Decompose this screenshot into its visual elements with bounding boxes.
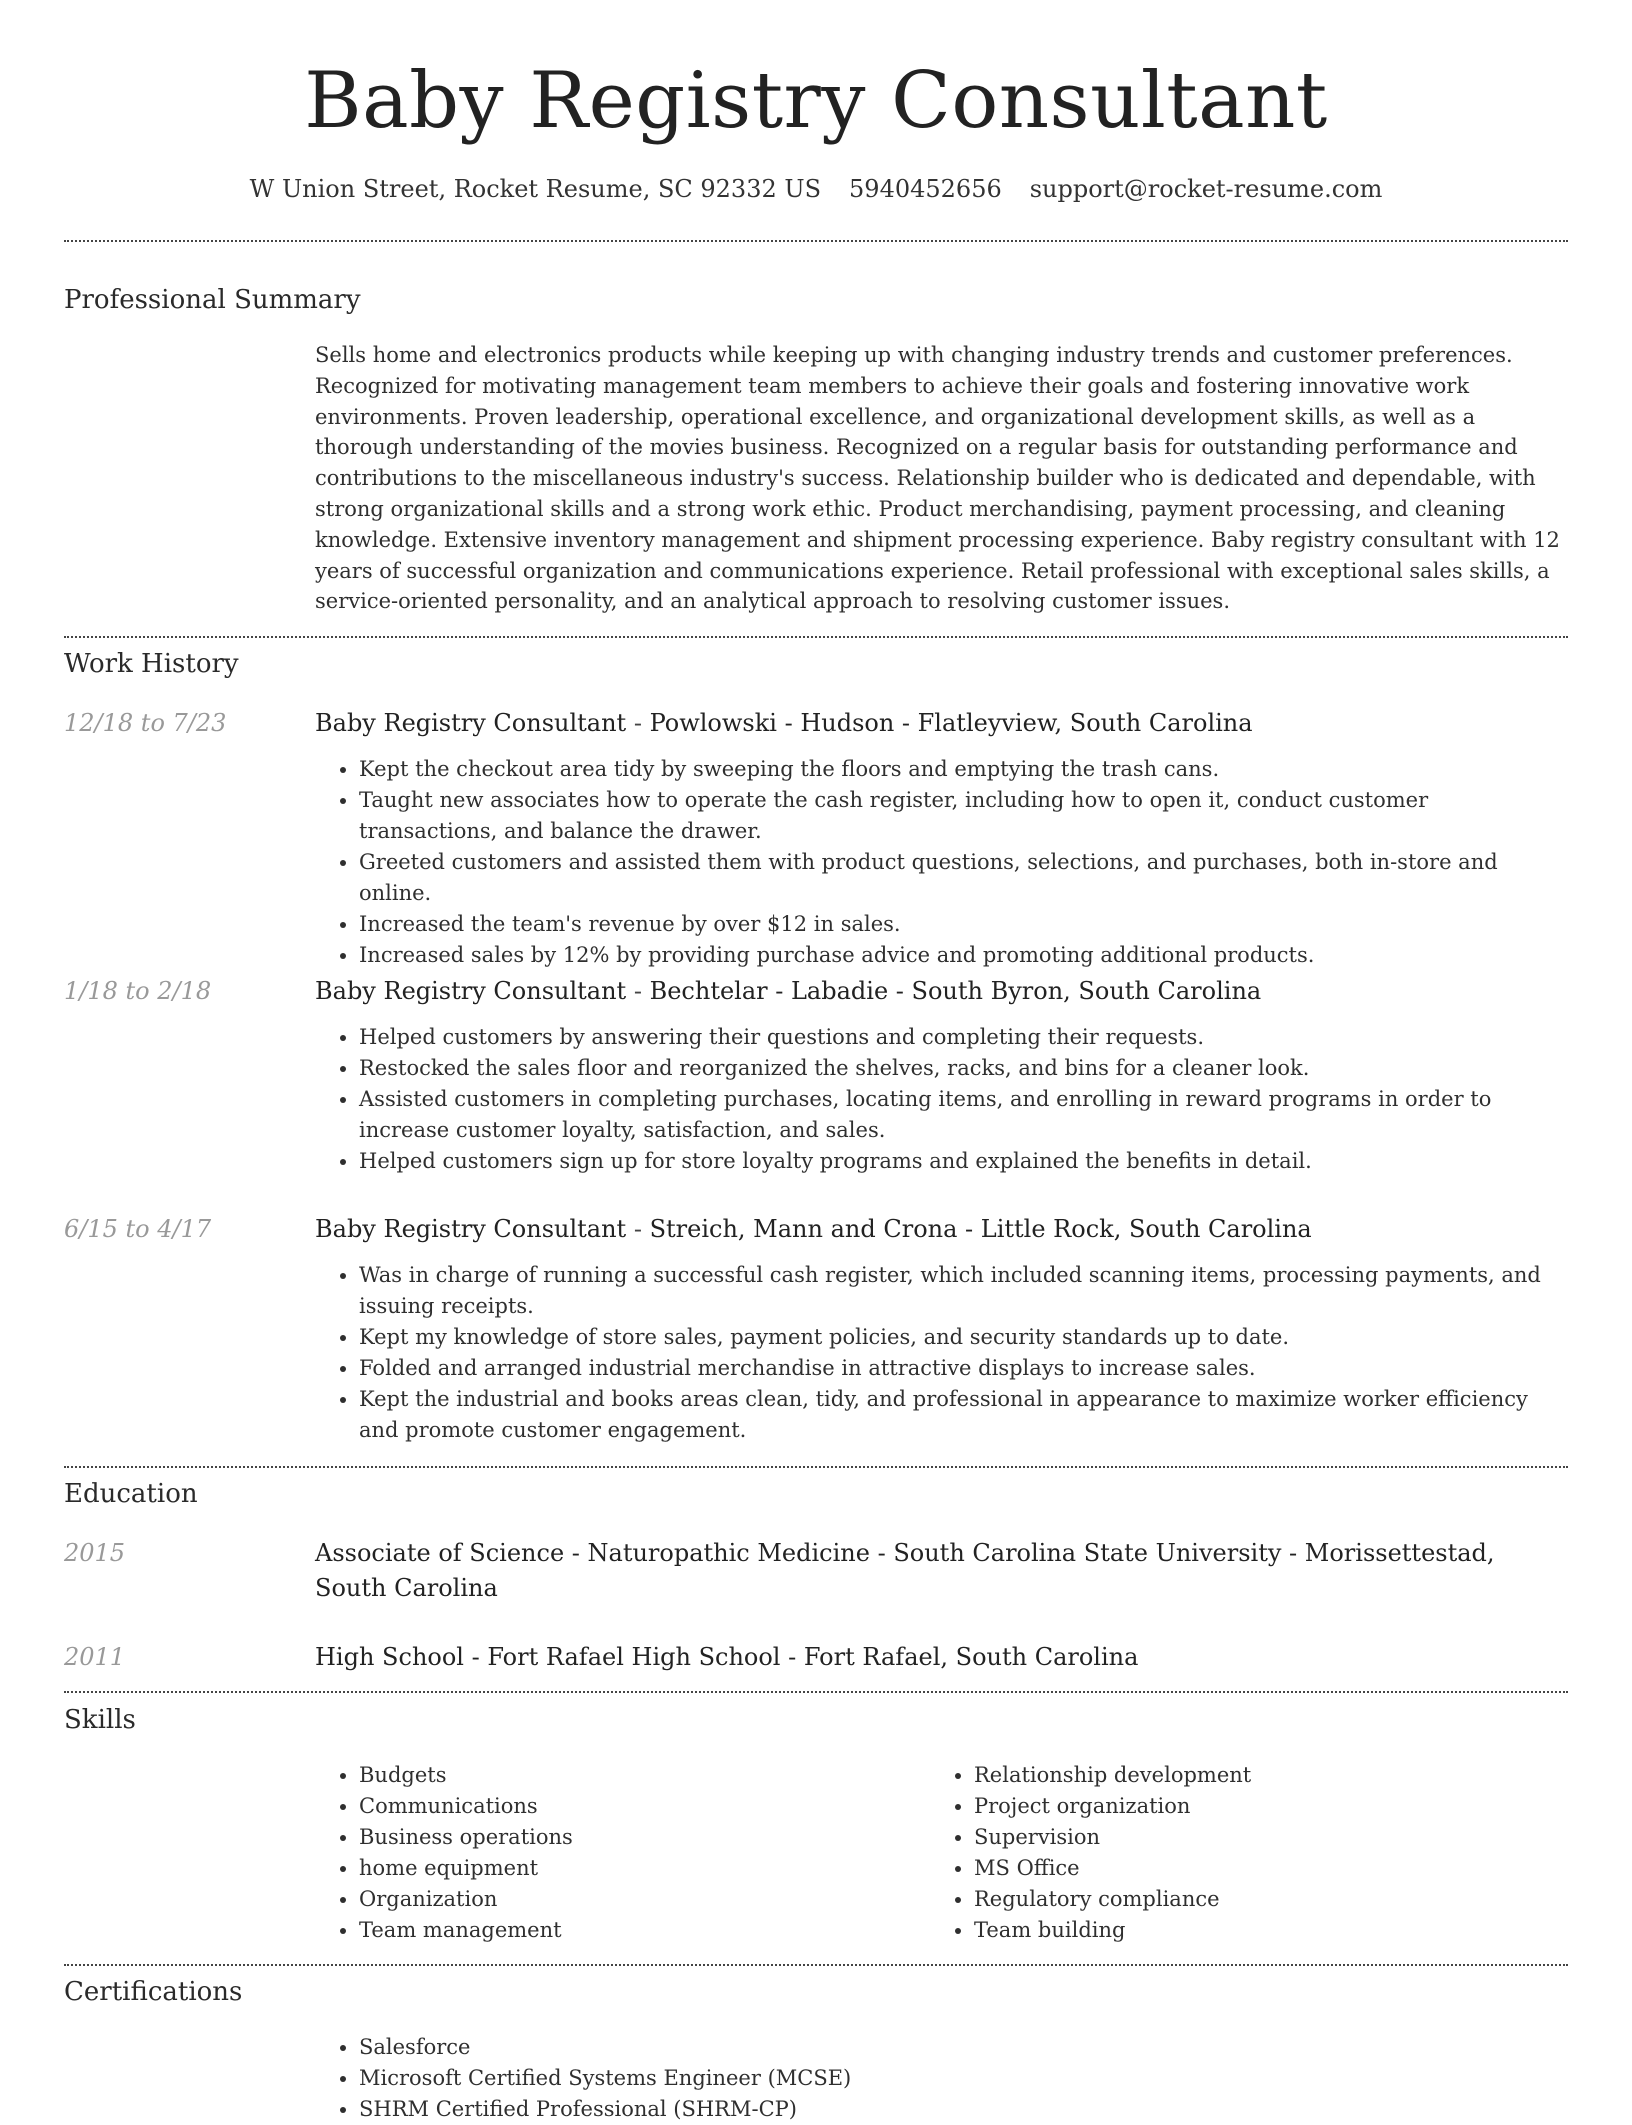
job-details: Bechtelar - Labadie - South Byron, South Carolina: [649, 977, 1262, 1005]
contact-address: W Union Street, Rocket Resume, SC 92332 US: [249, 175, 822, 203]
list-item: • home equipment: [359, 1853, 930, 1884]
skills-list: [315, 1760, 1568, 1946]
section-title-education: Education: [64, 1479, 198, 1509]
list-item: • Project organization: [974, 1791, 1545, 1822]
education-entry: [315, 1536, 1568, 1606]
job-entry: [315, 706, 1568, 971]
skills-column-left: [315, 1760, 930, 1946]
summary-text: Sells home and electronics products while keeping up with changing industry trends and customer preferences. Recognized for motivating management team members to achieve their goals and fostering innovative work environments. Proven leadership, operational excellence, and organizational development skills, as well as a thorough understanding of the movies business. Recognized on a regular basis for outstanding performance and contributions to the miscellaneous industry's success. Relationship builder who is dedicated and dependable, with strong organizational skills and a strong work ethic. Product merchandising, payment processing, and cleaning knowledge. Extensive inventory management and shipment processing experience. Baby registry consultant with 12 years of successful organization and communications experience. Retail professional with exceptional sales skills, a service-oriented personality, and an analytical approach to resolving customer issues.: [315, 343, 1560, 614]
education-details: South Carolina State University - Morissettestad, South Carolina: [315, 1539, 1495, 1602]
list-item: • Kept the industrial and books areas clean, tidy, and professional in appearance to maximize worker efficiency and promote customer engagement.: [359, 1384, 1568, 1446]
education-year: 2015: [64, 1539, 126, 1567]
list-item: • Taught new associates how to operate the cash register, including how to open it, conduct customer transactions, and balance the drawer.: [359, 785, 1568, 847]
divider: [64, 1466, 1568, 1468]
job-details: Powlowski - Hudson - Flatleyview, South Carolina: [649, 709, 1253, 737]
list-item: • Assisted customers in completing purchases, locating items, and enrolling in reward programs in order to increase customer loyalty, satisfaction, and sales.: [359, 1084, 1568, 1146]
list-item: • Increased sales by 12% by providing purchase advice and promoting additional products.: [359, 940, 1568, 971]
list-item: • Kept the checkout area tidy by sweeping the floors and emptying the trash cans.: [359, 754, 1568, 785]
education-heading: High School - Fort Rafael High School - Fort Rafael, South Carolina: [315, 1643, 1139, 1671]
divider: [64, 240, 1568, 242]
job-bullets: [315, 1260, 1568, 1446]
education-degree: High School: [315, 1643, 464, 1671]
section-title-skills: Skills: [64, 1705, 136, 1735]
list-item: • MS Office: [974, 1853, 1545, 1884]
skills-column-right: [930, 1760, 1545, 1946]
divider: [64, 636, 1568, 638]
list-item: • Relationship development: [974, 1760, 1545, 1791]
list-item: • Was in charge of running a successful cash register, which included scanning items, processing payments, and issuing receipts.: [359, 1260, 1568, 1322]
candidate-name: Baby Registry Consultant: [304, 56, 1328, 146]
certifications-bullets: [315, 2032, 1568, 2125]
contact-line: [64, 172, 1568, 206]
job-dates: 6/15 to 4/17: [64, 1215, 212, 1243]
list-item: • Kept my knowledge of store sales, payment policies, and security standards up to date.: [359, 1322, 1568, 1353]
list-item: • Helped customers sign up for store loyalty programs and explained the benefits in detail.: [359, 1146, 1568, 1177]
contact-phone: 5940452656: [849, 175, 1002, 203]
job-entry: [315, 1212, 1568, 1446]
education-year: 2011: [64, 1643, 126, 1671]
summary-block: [315, 340, 1568, 617]
section-title-work: Work History: [64, 649, 239, 679]
list-item: • Budgets: [359, 1760, 930, 1791]
list-item: • Restocked the sales floor and reorganized the shelves, racks, and bins for a cleaner look.: [359, 1053, 1568, 1084]
job-details: Streich, Mann and Crona - Little Rock, South Carolina: [649, 1215, 1312, 1243]
job-role: Baby Registry Consultant: [315, 709, 627, 737]
list-item: • SHRM Certified Professional (SHRM-CP): [359, 2094, 1568, 2125]
list-item: • Folded and arranged industrial merchandise in attractive displays to increase sales.: [359, 1353, 1568, 1384]
job-heading: Baby Registry Consultant - Powlowski - Hudson - Flatleyview, South Carolina: [315, 709, 1253, 737]
section-title-certifications: Certifications: [64, 1977, 243, 2007]
list-item: • Organization: [359, 1884, 930, 1915]
list-item: • Increased the team's revenue by over $12 in sales.: [359, 909, 1568, 940]
list-item: • Supervision: [974, 1822, 1545, 1853]
list-item: • Regulatory compliance: [974, 1884, 1545, 1915]
certifications-list: [315, 2032, 1568, 2125]
skills-bullets: [930, 1760, 1545, 1946]
job-role: Baby Registry Consultant: [315, 977, 627, 1005]
skills-bullets: [315, 1760, 930, 1946]
job-heading: Baby Registry Consultant - Bechtelar - Labadie - South Byron, South Carolina: [315, 977, 1262, 1005]
list-item: • Helped customers by answering their questions and completing their requests.: [359, 1022, 1568, 1053]
education-heading: Associate of Science - Naturopathic Medicine - South Carolina State University - Morissettestad, South Carolina: [315, 1539, 1495, 1602]
education-details: Fort Rafael High School - Fort Rafael, South Carolina: [487, 1643, 1139, 1671]
divider: [64, 1964, 1568, 1966]
job-bullets: [315, 1022, 1568, 1177]
job-dates: 1/18 to 2/18: [64, 977, 212, 1005]
divider: [64, 1691, 1568, 1693]
list-item: • Team building: [974, 1915, 1545, 1946]
list-item: • Microsoft Certified Systems Engineer (MCSE): [359, 2063, 1568, 2094]
list-item: • Salesforce: [359, 2032, 1568, 2063]
list-item: • Communications: [359, 1791, 930, 1822]
list-item: • Greeted customers and assisted them with product questions, selections, and purchases, both in-store and online.: [359, 847, 1568, 909]
job-bullets: [315, 754, 1568, 971]
job-role: Baby Registry Consultant: [315, 1215, 627, 1243]
education-degree: Associate of Science - Naturopathic Medicine: [315, 1539, 870, 1567]
section-title-summary: Professional Summary: [64, 285, 361, 315]
education-entry: [315, 1640, 1568, 1675]
contact-email[interactable]: support@rocket-resume.com: [1029, 175, 1383, 203]
job-heading: Baby Registry Consultant - Streich, Mann and Crona - Little Rock, South Carolina: [315, 1215, 1312, 1243]
list-item: • Business operations: [359, 1822, 930, 1853]
list-item: • Team management: [359, 1915, 930, 1946]
job-entry: [315, 974, 1568, 1177]
job-dates: 12/18 to 7/23: [64, 709, 227, 737]
